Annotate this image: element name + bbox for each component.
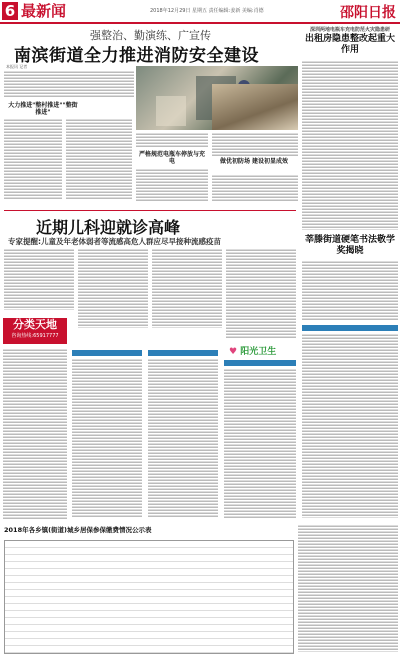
main-text-col2	[66, 118, 132, 200]
category-bar-1	[72, 350, 142, 356]
main-text-col3b	[136, 168, 208, 202]
heart-icon: ♥	[229, 347, 238, 357]
main-text-col4a	[212, 132, 298, 156]
main-text-col3a	[136, 132, 208, 148]
classified-text-col2	[72, 358, 142, 518]
category-bar-4	[302, 325, 398, 331]
main-lead-text	[4, 70, 134, 98]
second-text-col1	[4, 248, 74, 310]
classified-text-col4	[224, 368, 296, 518]
health-brand	[229, 344, 276, 357]
second-text-col2	[78, 248, 148, 328]
second-text-col4	[226, 248, 296, 338]
newspaper-logo: 邵阳日报	[340, 5, 396, 21]
issue-meta: 2018年12月29日 星期五 责任编辑:姜新 美编:肖德	[150, 8, 264, 14]
ranking-title: 2018年各乡镇(街道)城乡居保参保缴费情况公示表	[4, 526, 152, 534]
masthead	[0, 0, 400, 24]
category-bar-3	[224, 360, 296, 366]
main-subhead-mid: 严格规范电瓶车停放与充电	[138, 151, 205, 165]
bottom-right-text	[298, 524, 398, 652]
category-bar-2	[148, 350, 218, 356]
classified-phone: 咨询热线:65917777	[11, 333, 59, 339]
right-headline: 出租房隐患整改起重大作用	[304, 34, 395, 55]
ranking-table	[4, 540, 294, 654]
section-title: 最新闻	[21, 2, 67, 20]
main-text-col1	[4, 118, 62, 200]
secondary-photo	[212, 84, 298, 130]
ranking-title-wrap	[4, 525, 294, 534]
main-byline: 本报讯 记者	[6, 64, 28, 69]
right-text-2	[302, 260, 398, 320]
main-subhead-left: 大力推进"整村推进""整街推进"	[8, 102, 78, 116]
second-headline: 近期儿科迎就诊高峰	[36, 218, 181, 237]
classified-text-col5	[302, 333, 398, 518]
classified-text-col3	[148, 358, 218, 518]
health-brand-label: 阳光卫生	[240, 347, 277, 357]
right-text	[302, 60, 398, 230]
right-headline-2: 莘滕街道硬笔书法敬学奖揭晓	[304, 235, 395, 256]
classified-title: 分类天地	[13, 318, 57, 331]
second-subhead: 专家提醒:儿童及年老体弱者等流感高危人群应尽早接种流感疫苗	[8, 237, 221, 246]
classified-text-col1	[3, 348, 67, 520]
divider-line	[4, 210, 296, 211]
main-text-col4b	[212, 174, 298, 202]
classified-box	[3, 318, 67, 344]
main-subhead-mid2: 做优初防场 建设初显成效	[219, 158, 289, 165]
main-kicker: 强整治、勤演练、广宣传	[90, 29, 211, 42]
page-number: 6	[2, 2, 18, 20]
main-headline: 南滨街道全力推进消防安全建设	[14, 46, 259, 66]
right-kicker: 深圳两地电瓶车充电防范火灾隐患研	[309, 27, 390, 33]
second-text-col3	[152, 248, 222, 328]
